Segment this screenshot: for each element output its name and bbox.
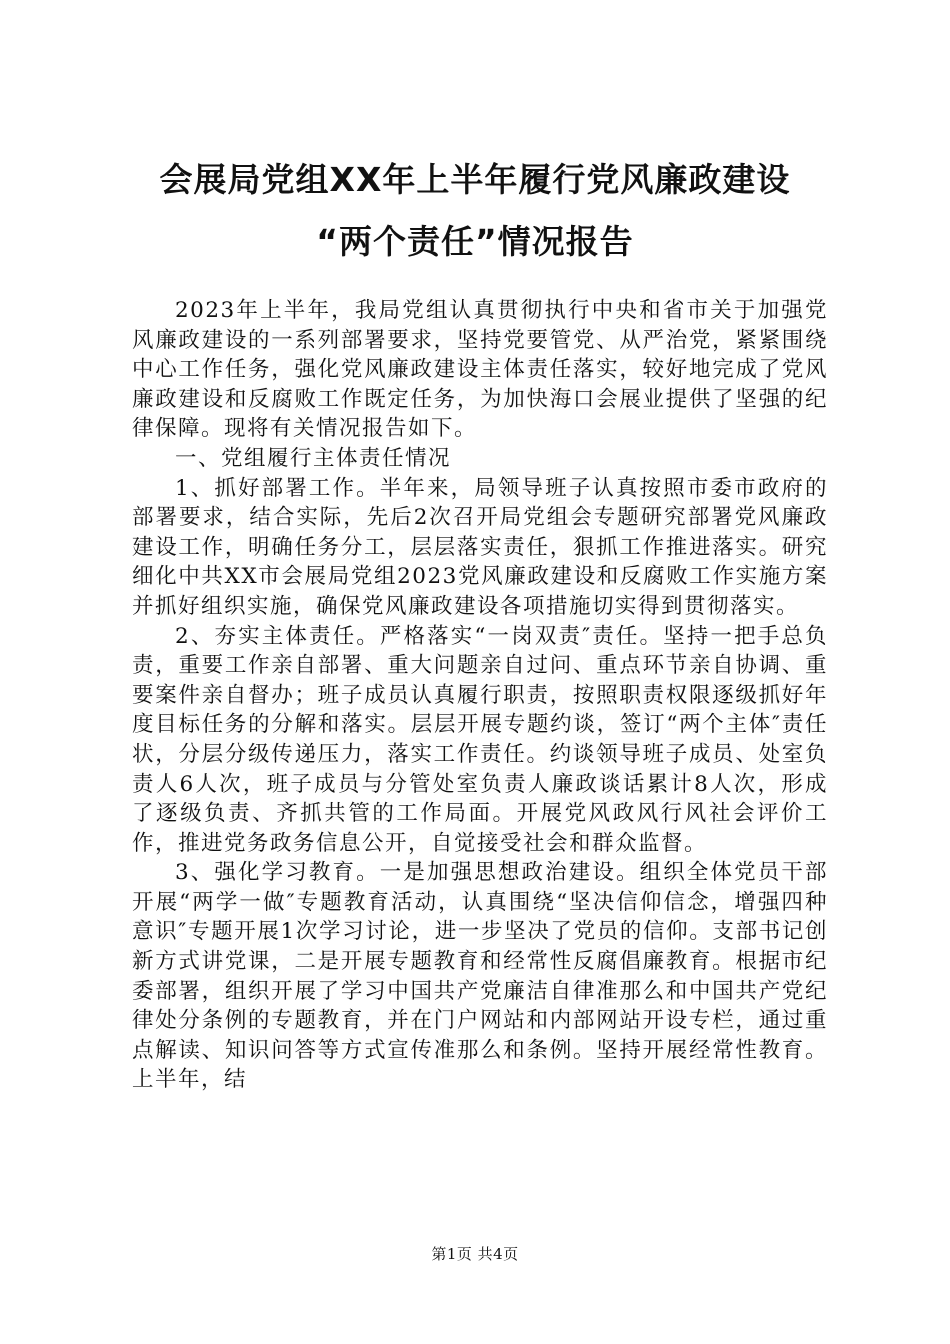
- body-paragraph: 3、强化学习教育。一是加强思想政治建设。组织全体党员干部开展“两学一做″专题教育活动，认真围绕“坚决信仰信念，增强四种意识″专题开展1次学习讨论，进一步坚决了党员的信仰。支部书记创新方式讲党课，二是开展专题教育和经常性反腐倡廉教育。根据市纪委部署，组织开展了学习中国共产党廉洁自律准那么和中国共产党纪律处分条例的专题教育，并在门户网站和内部网站开设专栏，通过重点解读、知识问答等方式宣传准那么和条例。坚持开展经常性教育。上半年，结: [132, 860, 828, 1093]
- document-title-line-1: 会展局党组XX年上半年履行党风廉政建设: [159, 160, 791, 199]
- intro-paragraph: 2023年上半年，我局党组认真贯彻执行中央和省市关于加强党风廉政建设的一系列部署要求，坚持党要管党、从严治党，紧紧围绕中心工作任务，强化党风廉政建设主体责任落实，较好地完成了党风廉政建设和反腐败工作既定任务，为加快海口会展业提供了坚强的纪律保障。现将有关情况报告如下。: [132, 298, 828, 442]
- body-paragraph: 1、抓好部署工作。半年来，局领导班子认真按照市委市政府的部署要求，结合实际，先后2次召开局党组会专题研究部署党风廉政建设工作，明确任务分工，层层落实责任，狠抓工作推进落实。研究细化中共XX市会展局党组2023党风廉政建设和反腐败工作实施方案并抓好组织实施，确保党风廉政建设各项措施切实得到贯彻落实。: [132, 475, 828, 619]
- page-footer: 第1页 共4页: [431, 1245, 519, 1263]
- section-heading: 一、党组履行主体责任情况: [175, 445, 452, 471]
- body-paragraph: 2、夯实主体责任。严格落实“一岗双责″责任。坚持一把手总负责，重要工作亲自部署、重大问题亲自过问、重点环节亲自协调、重要案件亲自督办；班子成员认真履行职责，按照职责权限逐级抓好年度目标任务的分解和落实。层层开展专题约谈，签订“两个主体″责任状，分层分级传递压力，落实工作责任。约谈领导班子成员、处室负责人6人次，班子成员与分管处室负责人廉政谈话累计8人次，形成了逐级负责、齐抓共管的工作局面。开展党风政风行风社会评价工作，推进党务政务信息公开，自觉接受社会和群众监督。: [132, 623, 828, 856]
- document-title-line-2: “两个责任”情况报告: [316, 222, 634, 261]
- document-body: [132, 296, 828, 1095]
